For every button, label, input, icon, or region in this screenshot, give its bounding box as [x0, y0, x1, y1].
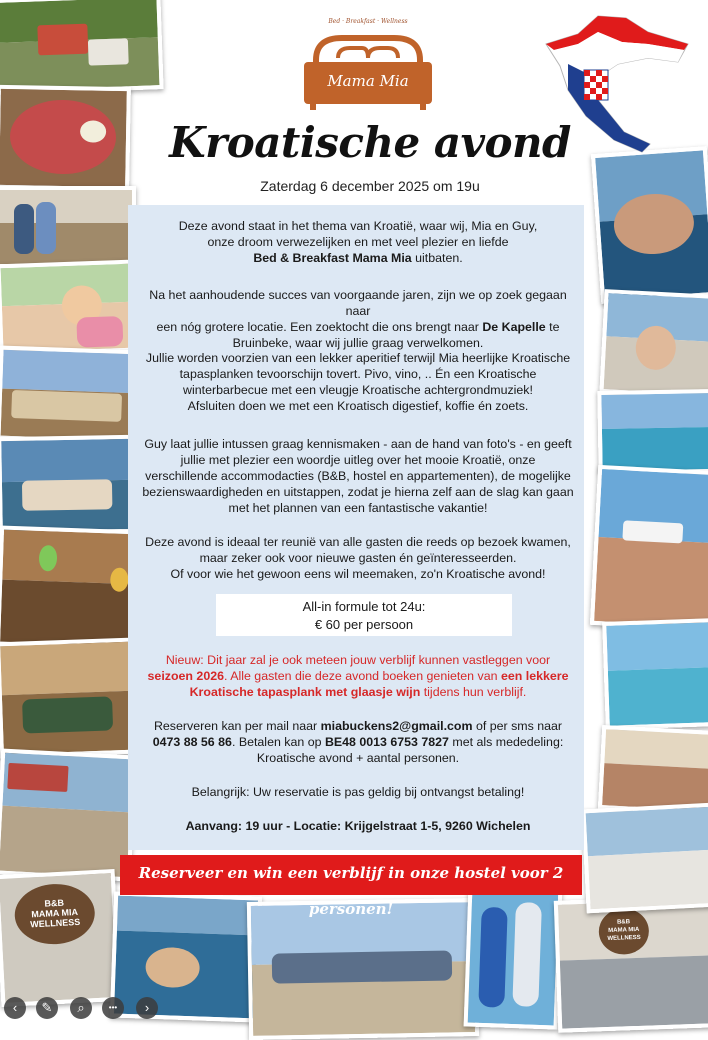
prev-button[interactable]: ‹ [4, 997, 26, 1019]
price-box [216, 594, 512, 636]
more-button[interactable]: ••• [102, 997, 124, 1019]
zoom-button[interactable]: ⌕ [70, 997, 92, 1019]
reserve-line-2 [138, 734, 578, 750]
important-text: : Uw reservatie is pas geldig bij ontvangst betaling! [246, 785, 525, 799]
news-tapas: Kroatische tapasplank met glaasje wijn [189, 685, 421, 699]
mama-mia-logo [300, 14, 436, 110]
intro-paragraph [138, 218, 578, 266]
photo-badge-gym [0, 869, 121, 1007]
location-line-3: Bruinbeke, waar wij jullie graag verwelkomen. [232, 336, 484, 350]
bed-logo-icon [302, 32, 434, 110]
news-line-3 [138, 684, 578, 700]
news-line-1: Nieuw: Dit jaar zal je ook meteen jouw verblijf kunnen vastleggen voor [165, 653, 551, 667]
location-line-2 [138, 319, 578, 335]
reserve-line-1b: of per sms naar [472, 719, 563, 733]
guy-line-5: met het plannen van een fantastische vakantie! [228, 501, 488, 515]
badge-top: B&B [44, 897, 65, 909]
reserve-line-1 [138, 718, 578, 734]
location-line-1: Na het aanhoudende succes van voorgaande jaren, zijn we op zoek gegaan naar [149, 288, 567, 318]
guy-line-3: verschillende accommodacties (B&B, hostel en appartementen), de mogelijke [145, 469, 571, 483]
reunion-line-1: Deze avond is ideaal ter reunië van alle gasten die reeds op bezoek kwamen, [145, 535, 571, 549]
photo-toast-friends [0, 260, 136, 357]
logo-name: Mama Mia [327, 72, 409, 90]
news-line-2 [138, 668, 578, 684]
photo-pool-villa [597, 389, 708, 475]
photo-boat-ride [110, 891, 262, 1022]
photo-boat-crew [591, 146, 708, 304]
photo-lantern-terrace [0, 526, 144, 651]
photo-cheers-bar [598, 725, 708, 815]
badge-sub: WELLNESS [29, 916, 81, 930]
photo-paddleboards [464, 886, 563, 1029]
photo-group-outdoor [581, 803, 708, 914]
news-paragraph [138, 652, 578, 700]
next-button[interactable]: › [136, 997, 158, 1019]
guy-paragraph [138, 436, 578, 516]
reserve-line-2c: met als mededeling: [448, 735, 564, 749]
logo-tagline: Bed · Breakfast · Wellness [328, 18, 408, 25]
intro-line-2: onze droom verwezelijken en met veel plezier en liefde [207, 235, 509, 249]
photo-badge-terrace [554, 895, 708, 1033]
reserve-line-3: Kroatische avond + aantal personen. [256, 751, 460, 765]
photo-boat-selfie [590, 465, 708, 631]
location-line-2a: een nóg grotere locatie. Een zoektocht die ons brengt naar [156, 320, 483, 334]
reserve-iban: BE48 0013 6753 7827 [324, 735, 449, 749]
badge2-top: B&B [616, 919, 631, 926]
news-season: seizoen 2026 [147, 669, 224, 683]
reserve-line-1a: Reserveren kan per mail naar [153, 719, 321, 733]
food-paragraph [138, 350, 578, 414]
venue-name: De Kapelle [482, 320, 546, 334]
photo-outdoor-dinner [0, 346, 142, 445]
reunion-paragraph [138, 534, 578, 582]
photo-kitchen-couple [0, 186, 136, 268]
reserve-email[interactable]: miabuckens2@gmail.com [320, 719, 473, 733]
food-line-1: Jullie worden voorzien van een lekker aperitief terwijl Mia heerlijke Kroatische [145, 351, 571, 365]
photo-man-portrait [599, 289, 708, 399]
reserve-phone[interactable]: 0473 88 56 86 [152, 735, 232, 749]
photo-charcuterie-board [0, 85, 131, 191]
reunion-line-3: Of voor wie het gewoon eens wil meemaken, zo'n Kroatische avond! [170, 567, 546, 581]
photo-aerial-house [0, 0, 164, 95]
intro-line-3-tail: uitbaten. [411, 251, 463, 265]
news-line-2c: een lekkere [500, 669, 569, 683]
event-date: Zaterdag 6 december 2025 om 19u [260, 178, 480, 194]
important-note [138, 784, 578, 800]
guy-line-1: Guy laat jullie intussen graag kennismaken - aan de hand van foto's - en geeft [144, 437, 572, 451]
guy-line-4: bezienswaardigheden en uitstappen, zodat je hierna zelf aan de slag kan gaan [142, 485, 574, 499]
formula-price: € 60 per persoon [314, 617, 414, 632]
formula-line-1: All-in formule tot 24u: [302, 599, 426, 614]
photo-restaurant-group [0, 749, 137, 882]
reunion-line-2: maar zeker ook voor nieuwe gasten én geïnteresseerden. [199, 551, 517, 565]
event-title: Kroatische avond [169, 118, 571, 167]
food-line-3: winterbarbecue met een vleugje Kroatische achtergrondmuziek! [183, 383, 533, 397]
promo-banner: Reserveer en win een verblijf in onze hostel voor 2 personen! [120, 855, 582, 895]
badge2-sub: WELLNESS [607, 934, 641, 942]
badge-name: MAMA MIA [31, 906, 79, 920]
food-line-4: Afsluiten doen we met een Kroatisch digestief, koffie én zoets. [187, 399, 529, 413]
reserve-line-2b: . Betalen kan op [231, 735, 325, 749]
photo-pool-friends [602, 618, 708, 730]
photo-pool-lounge [0, 435, 137, 535]
guy-line-2: jullie met plezier een woordje uitleg over het mooie Kroatië, onze [180, 453, 536, 467]
intro-line-3 [138, 250, 578, 266]
location-paragraph [138, 287, 578, 351]
news-line-3b: tijdens hun verblijf. [420, 685, 527, 699]
location-line-2c: te [545, 320, 560, 334]
bnb-name: Bed & Breakfast Mama Mia [253, 251, 412, 265]
badge2-name: MAMA MIA [608, 926, 640, 934]
start-label: Aanvang: 19 uur - Locatie: Krijgelstraat 1-5, 9260 Wichelen [185, 819, 531, 833]
edit-button[interactable]: ✎ [36, 997, 58, 1019]
news-line-2b: . Alle gasten die deze avond boeken genieten van [224, 669, 501, 683]
start-info [138, 818, 578, 834]
reserve-paragraph [138, 718, 578, 766]
food-line-2: tapasplanken tevoorschijn tovert. Pivo, vino, .. Én een Kroatische [179, 367, 537, 381]
intro-line-1: Deze avond staat in het thema van Kroatië, waar wij, Mia en Guy, [178, 219, 538, 233]
photo-wooden-room [0, 638, 136, 759]
important-label: Belangrijk [191, 785, 247, 799]
